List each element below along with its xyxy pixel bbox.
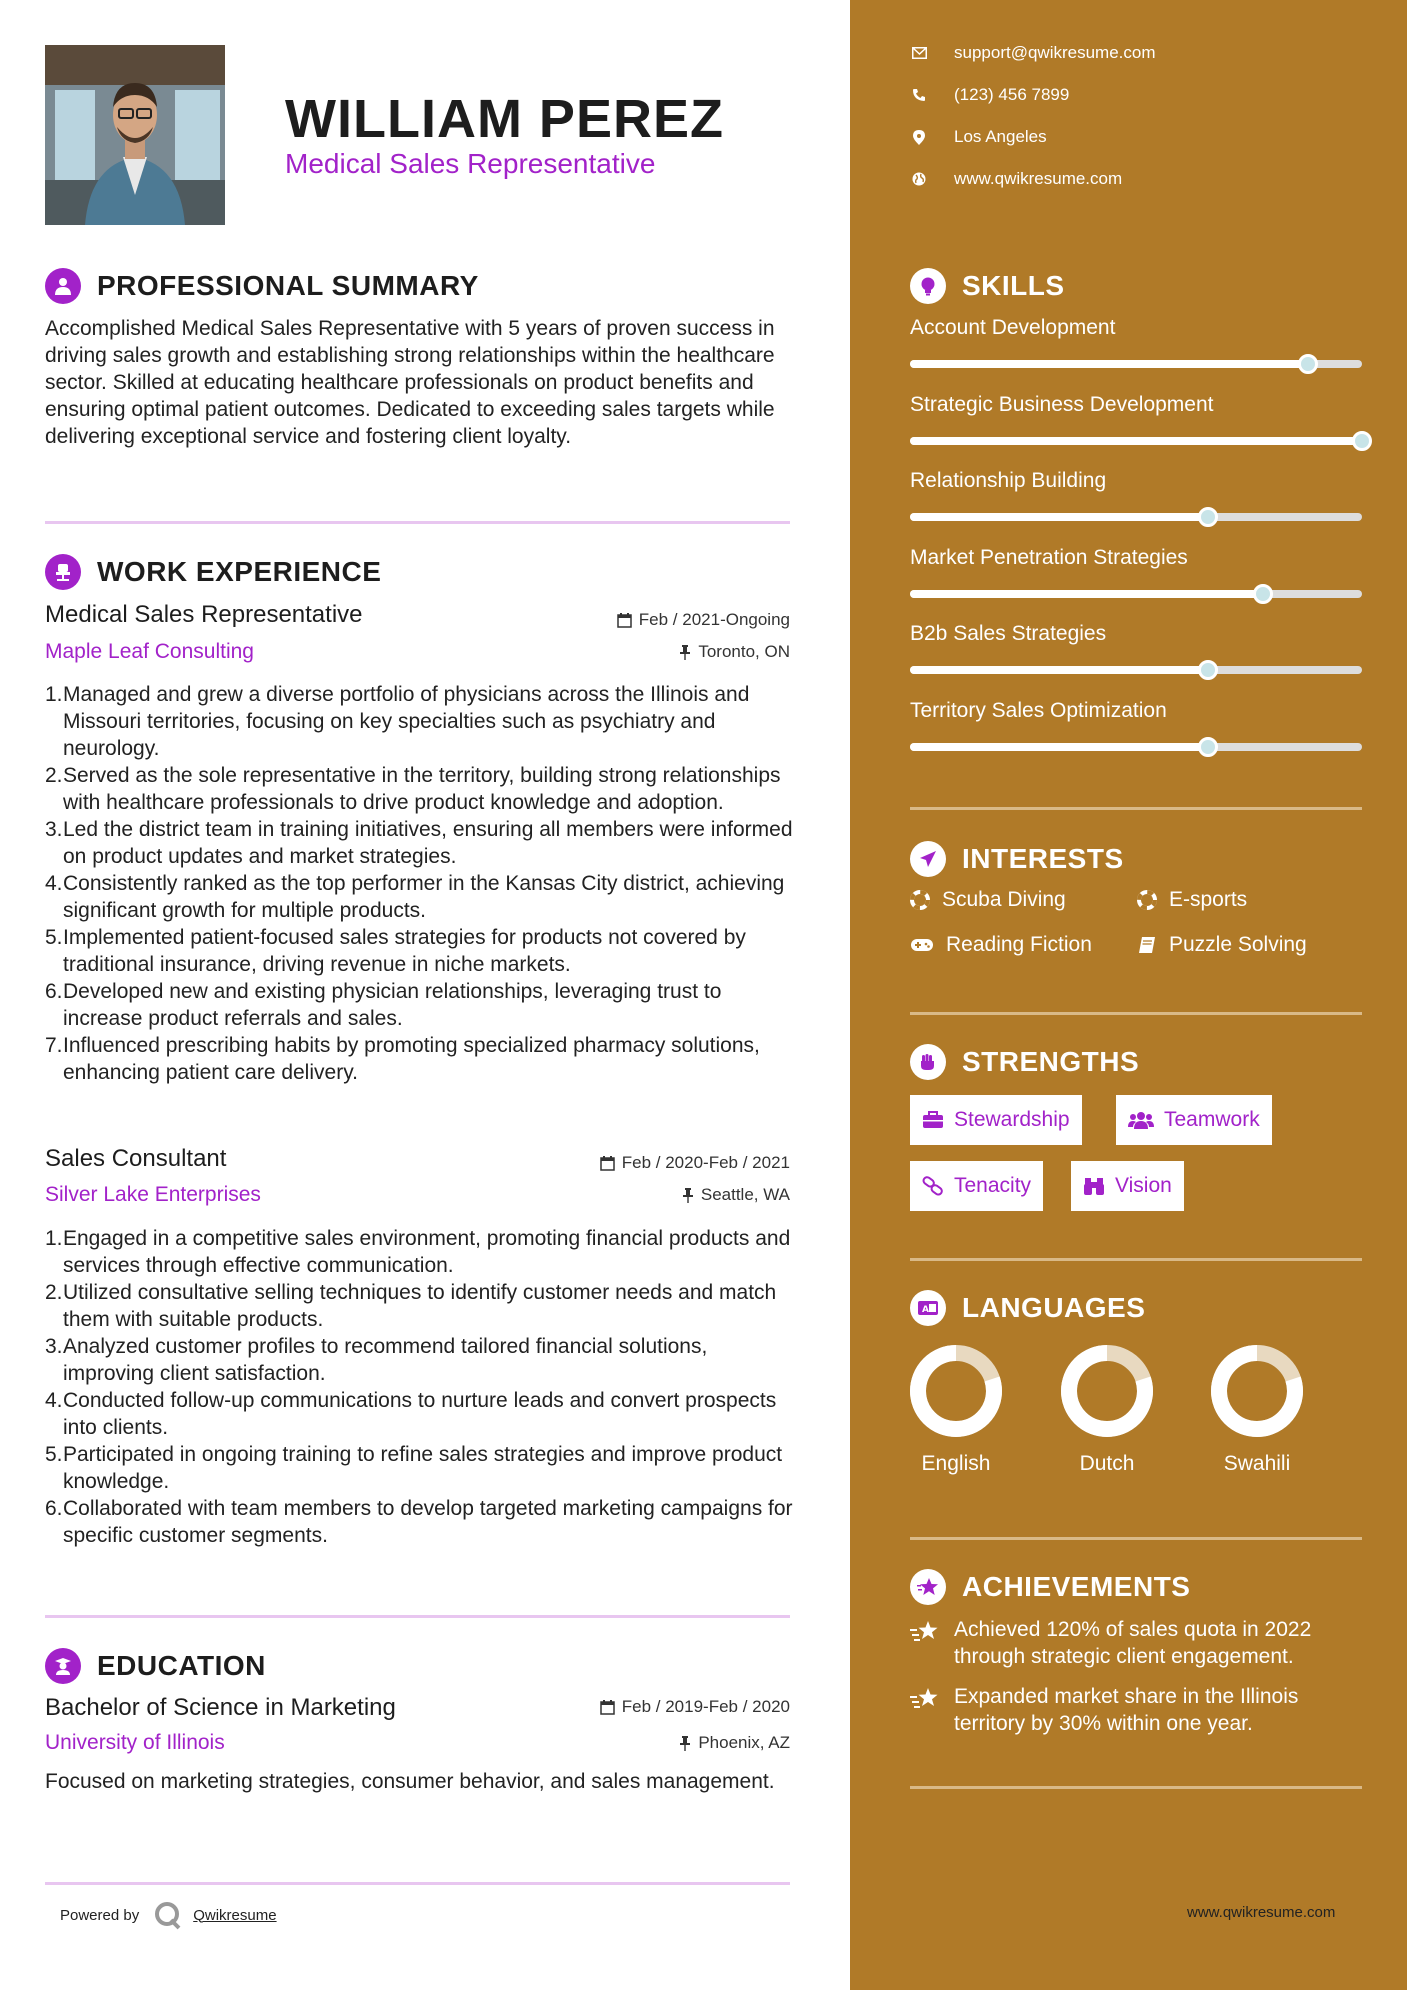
experience-title: WORK EXPERIENCE: [97, 556, 382, 587]
fist-icon: [910, 1044, 946, 1080]
skill-bar-knob: [1298, 354, 1318, 374]
location-text: Los Angeles: [954, 127, 1047, 146]
education-dates-text: Feb / 2019-Feb / 2020: [621, 1697, 790, 1716]
interest-item: Reading Fiction: [910, 933, 1092, 957]
star-badge-icon: [910, 1569, 946, 1605]
lifebuoy-icon: [910, 890, 930, 910]
svg-text:A: A: [922, 1305, 929, 1315]
list-item: 3. Led the district team in training initiatives, ensuring all members were informed on product updates and market strategies.: [45, 818, 793, 868]
education-heading: [45, 1646, 266, 1686]
list-item: 3. Analyzed customer profiles to recommend tailored financial solutions, improving client satisfaction.: [45, 1335, 708, 1385]
languages-heading: [910, 1288, 1145, 1328]
list-item: 7. Influenced prescribing habits by promoting specialized pharmacy solutions, enhancing patient care delivery.: [45, 1034, 760, 1084]
job-role: Medical Sales Representative: [45, 601, 363, 628]
skills-heading: [910, 266, 1065, 306]
powered-by-label: Powered by: [60, 1906, 140, 1924]
languages-title: LANGUAGES: [962, 1292, 1146, 1323]
summary-heading: [45, 266, 479, 306]
skill-label: Territory Sales Optimization: [910, 698, 1167, 722]
lightbulb-icon: [910, 268, 946, 304]
skill-label: Account Development: [910, 316, 1116, 339]
education-dates: [600, 1697, 790, 1717]
list-item: 6. Collaborated with team members to develop targeted marketing campaigns for specific customer segments.: [45, 1497, 793, 1547]
contact-email[interactable]: [910, 43, 1156, 63]
job-location: [679, 642, 790, 662]
job-dates: [617, 610, 790, 630]
language-item: [1047, 1343, 1167, 1476]
job-bullets: [45, 681, 800, 1086]
envelope-icon: [910, 47, 928, 59]
graduate-icon: [45, 1648, 81, 1684]
job-location-text: Toronto, ON: [698, 642, 790, 661]
education-text: Focused on marketing strategies, consumer behavior, and sales management.: [45, 1770, 775, 1793]
education-location-text: Phoenix, AZ: [698, 1733, 790, 1752]
language-ring: [1209, 1343, 1305, 1439]
qwikresume-logo-icon: [153, 1900, 183, 1930]
skill-bar: [910, 513, 1362, 521]
shooting-star-icon: [910, 1619, 940, 1643]
job-role: Sales Consultant: [45, 1145, 227, 1172]
experience-heading: [45, 552, 381, 592]
skill-label: Relationship Building: [910, 469, 1107, 492]
candidate-title: Medical Sales Representative: [285, 148, 656, 179]
strengths-heading: [910, 1042, 1139, 1082]
footer-site[interactable]: www.qwikresume.com: [1187, 1904, 1336, 1921]
pin-icon: [679, 645, 691, 660]
interests-heading: [910, 839, 1124, 879]
achievements-heading: [910, 1567, 1190, 1607]
skill-bar-fill: [910, 590, 1263, 598]
link-icon: [922, 1176, 944, 1196]
skill-bar-knob: [1352, 431, 1372, 451]
interest-item: E-sports: [1137, 888, 1247, 912]
skill-bar-fill: [910, 513, 1208, 521]
interests-title: INTERESTS: [962, 843, 1124, 874]
degree: Bachelor of Science in Marketing: [45, 1694, 396, 1721]
list-item: 6. Developed new and existing physician relationships, leveraging trust to increase product referrals and sales.: [45, 980, 722, 1030]
divider: [910, 807, 1362, 810]
profile-photo: [45, 45, 225, 225]
language-label: English: [921, 1452, 991, 1475]
job-dates: [600, 1153, 790, 1173]
list-item: 5. Implemented patient-focused sales strategies for products not covered by traditional insurance, driving revenue in niche markets.: [45, 926, 746, 976]
interest-item: Scuba Diving: [910, 888, 1066, 912]
job-dates-text: Feb / 2020-Feb / 2021: [621, 1153, 790, 1172]
skill-bar-knob: [1253, 584, 1273, 604]
strength-badge: Vision: [1071, 1161, 1184, 1211]
achievement-item: Expanded market share in the Illinois territory by 30% within one year.: [910, 1683, 1370, 1737]
list-item: 4. Conducted follow-up communications to nurture leads and convert prospects into clients.: [45, 1389, 777, 1439]
pin-icon: [682, 1188, 694, 1203]
language-ring: [1059, 1343, 1155, 1439]
list-item: 5. Participated in ongoing training to refine sales strategies and improve product knowledge.: [45, 1443, 783, 1493]
interest-item: Puzzle Solving: [1137, 933, 1307, 957]
skill-bar: [910, 590, 1362, 598]
location-pin-icon: [910, 130, 928, 145]
candidate-name: WILLIAM PEREZ: [285, 89, 724, 149]
achievements-title: ACHIEVEMENTS: [962, 1571, 1191, 1602]
contact-phone[interactable]: [910, 85, 1069, 105]
skill-bar-fill: [910, 666, 1208, 674]
user-icon: [45, 268, 81, 304]
translate-icon: [910, 1290, 946, 1326]
skill-bar-knob: [1198, 737, 1218, 757]
calendar-icon: [600, 1700, 615, 1715]
divider: [45, 1882, 790, 1885]
skill-label: Strategic Business Development: [910, 392, 1214, 416]
job-dates-text: Feb / 2021-Ongoing: [638, 610, 790, 629]
pin-icon: [679, 1736, 691, 1751]
list-item: 4. Consistently ranked as the top performer in the Kansas City district, achieving significant growth for multiple products.: [45, 872, 785, 922]
divider: [45, 1615, 790, 1618]
contact-location: [910, 127, 1047, 147]
list-item: 2. Utilized consultative selling techniques to identify customer needs and match them with suitable products.: [45, 1281, 777, 1331]
strength-badge: Tenacity: [910, 1161, 1043, 1211]
skill-label: B2b Sales Strategies: [910, 622, 1107, 645]
list-item: 1. Engaged in a competitive sales environment, promoting financial products and services through effective communication.: [45, 1227, 791, 1277]
divider: [910, 1258, 1362, 1261]
skill-bar: [910, 360, 1362, 368]
skill-bar: [910, 437, 1362, 445]
paper-plane-icon: [910, 841, 946, 877]
calendar-icon: [600, 1156, 615, 1171]
skill-bar: [910, 666, 1362, 674]
powered-by: [60, 1900, 277, 1930]
language-label: Dutch: [1079, 1452, 1135, 1475]
divider: [45, 521, 790, 524]
summary-title: PROFESSIONAL SUMMARY: [97, 270, 479, 301]
contact-website[interactable]: [910, 169, 1122, 189]
education-title: EDUCATION: [97, 1650, 266, 1681]
book-icon: [1137, 935, 1157, 955]
skill-bar-fill: [910, 360, 1308, 368]
job-bullets: [45, 1225, 800, 1549]
language-item: [896, 1343, 1016, 1476]
language-ring: [908, 1343, 1004, 1439]
job-company: Silver Lake Enterprises: [45, 1183, 261, 1206]
divider: [910, 1537, 1362, 1540]
office-chair-icon: [45, 554, 81, 590]
phone-text: (123) 456 7899: [954, 85, 1070, 104]
shooting-star-icon: [910, 1686, 940, 1710]
skill-bar-fill: [910, 743, 1208, 751]
list-item: 2. Served as the sole representative in the territory, building strong relationships with healthcare professionals to drive product knowledge and adoption.: [45, 764, 781, 814]
users-icon: [1128, 1111, 1154, 1129]
website-text: www.qwikresume.com: [954, 169, 1123, 188]
binoculars-icon: [1083, 1176, 1105, 1196]
education-location: [679, 1733, 790, 1753]
list-item: 1. Managed and grew a diverse portfolio of physicians across the Illinois and Missouri territories, focusing on key specialties such as psychiatry and neurology.: [45, 683, 750, 760]
strength-badge: Teamwork: [1116, 1095, 1272, 1145]
skill-bar: [910, 743, 1362, 751]
qwikresume-link[interactable]: Qwikresume: [193, 1906, 277, 1924]
globe-icon: [910, 172, 928, 186]
email-text: support@qwikresume.com: [954, 43, 1156, 62]
summary-text: Accomplished Medical Sales Representative with 5 years of proven success in driving sales growth and establishing strong relationships within the healthcare sector. Skilled at educating healthcare professionals on product benefits and ensuring optimal patient outcomes. Dedicated to exceeding sales targets while delivering exceptional service and fostering client loyalty.: [45, 317, 775, 448]
strength-badge: Stewardship: [910, 1095, 1082, 1145]
briefcase-icon: [922, 1111, 944, 1129]
calendar-icon: [617, 613, 632, 628]
achievement-item: Achieved 120% of sales quota in 2022 through strategic client engagement.: [910, 1616, 1370, 1670]
gamepad-icon: [910, 937, 934, 953]
job-location-text: Seattle, WA: [700, 1185, 790, 1204]
job-location: [682, 1185, 790, 1205]
divider: [910, 1012, 1362, 1015]
skills-title: SKILLS: [962, 270, 1065, 301]
school: University of Illinois: [45, 1731, 225, 1754]
phone-icon: [910, 88, 928, 102]
job-company: Maple Leaf Consulting: [45, 640, 254, 663]
language-item: [1197, 1343, 1317, 1476]
skill-bar-fill: [910, 437, 1362, 445]
divider: [910, 1786, 1362, 1789]
skill-label: Market Penetration Strategies: [910, 545, 1188, 569]
lifebuoy-icon: [1137, 890, 1157, 910]
language-label: Swahili: [1223, 1452, 1291, 1475]
strengths-title: STRENGTHS: [962, 1046, 1140, 1077]
